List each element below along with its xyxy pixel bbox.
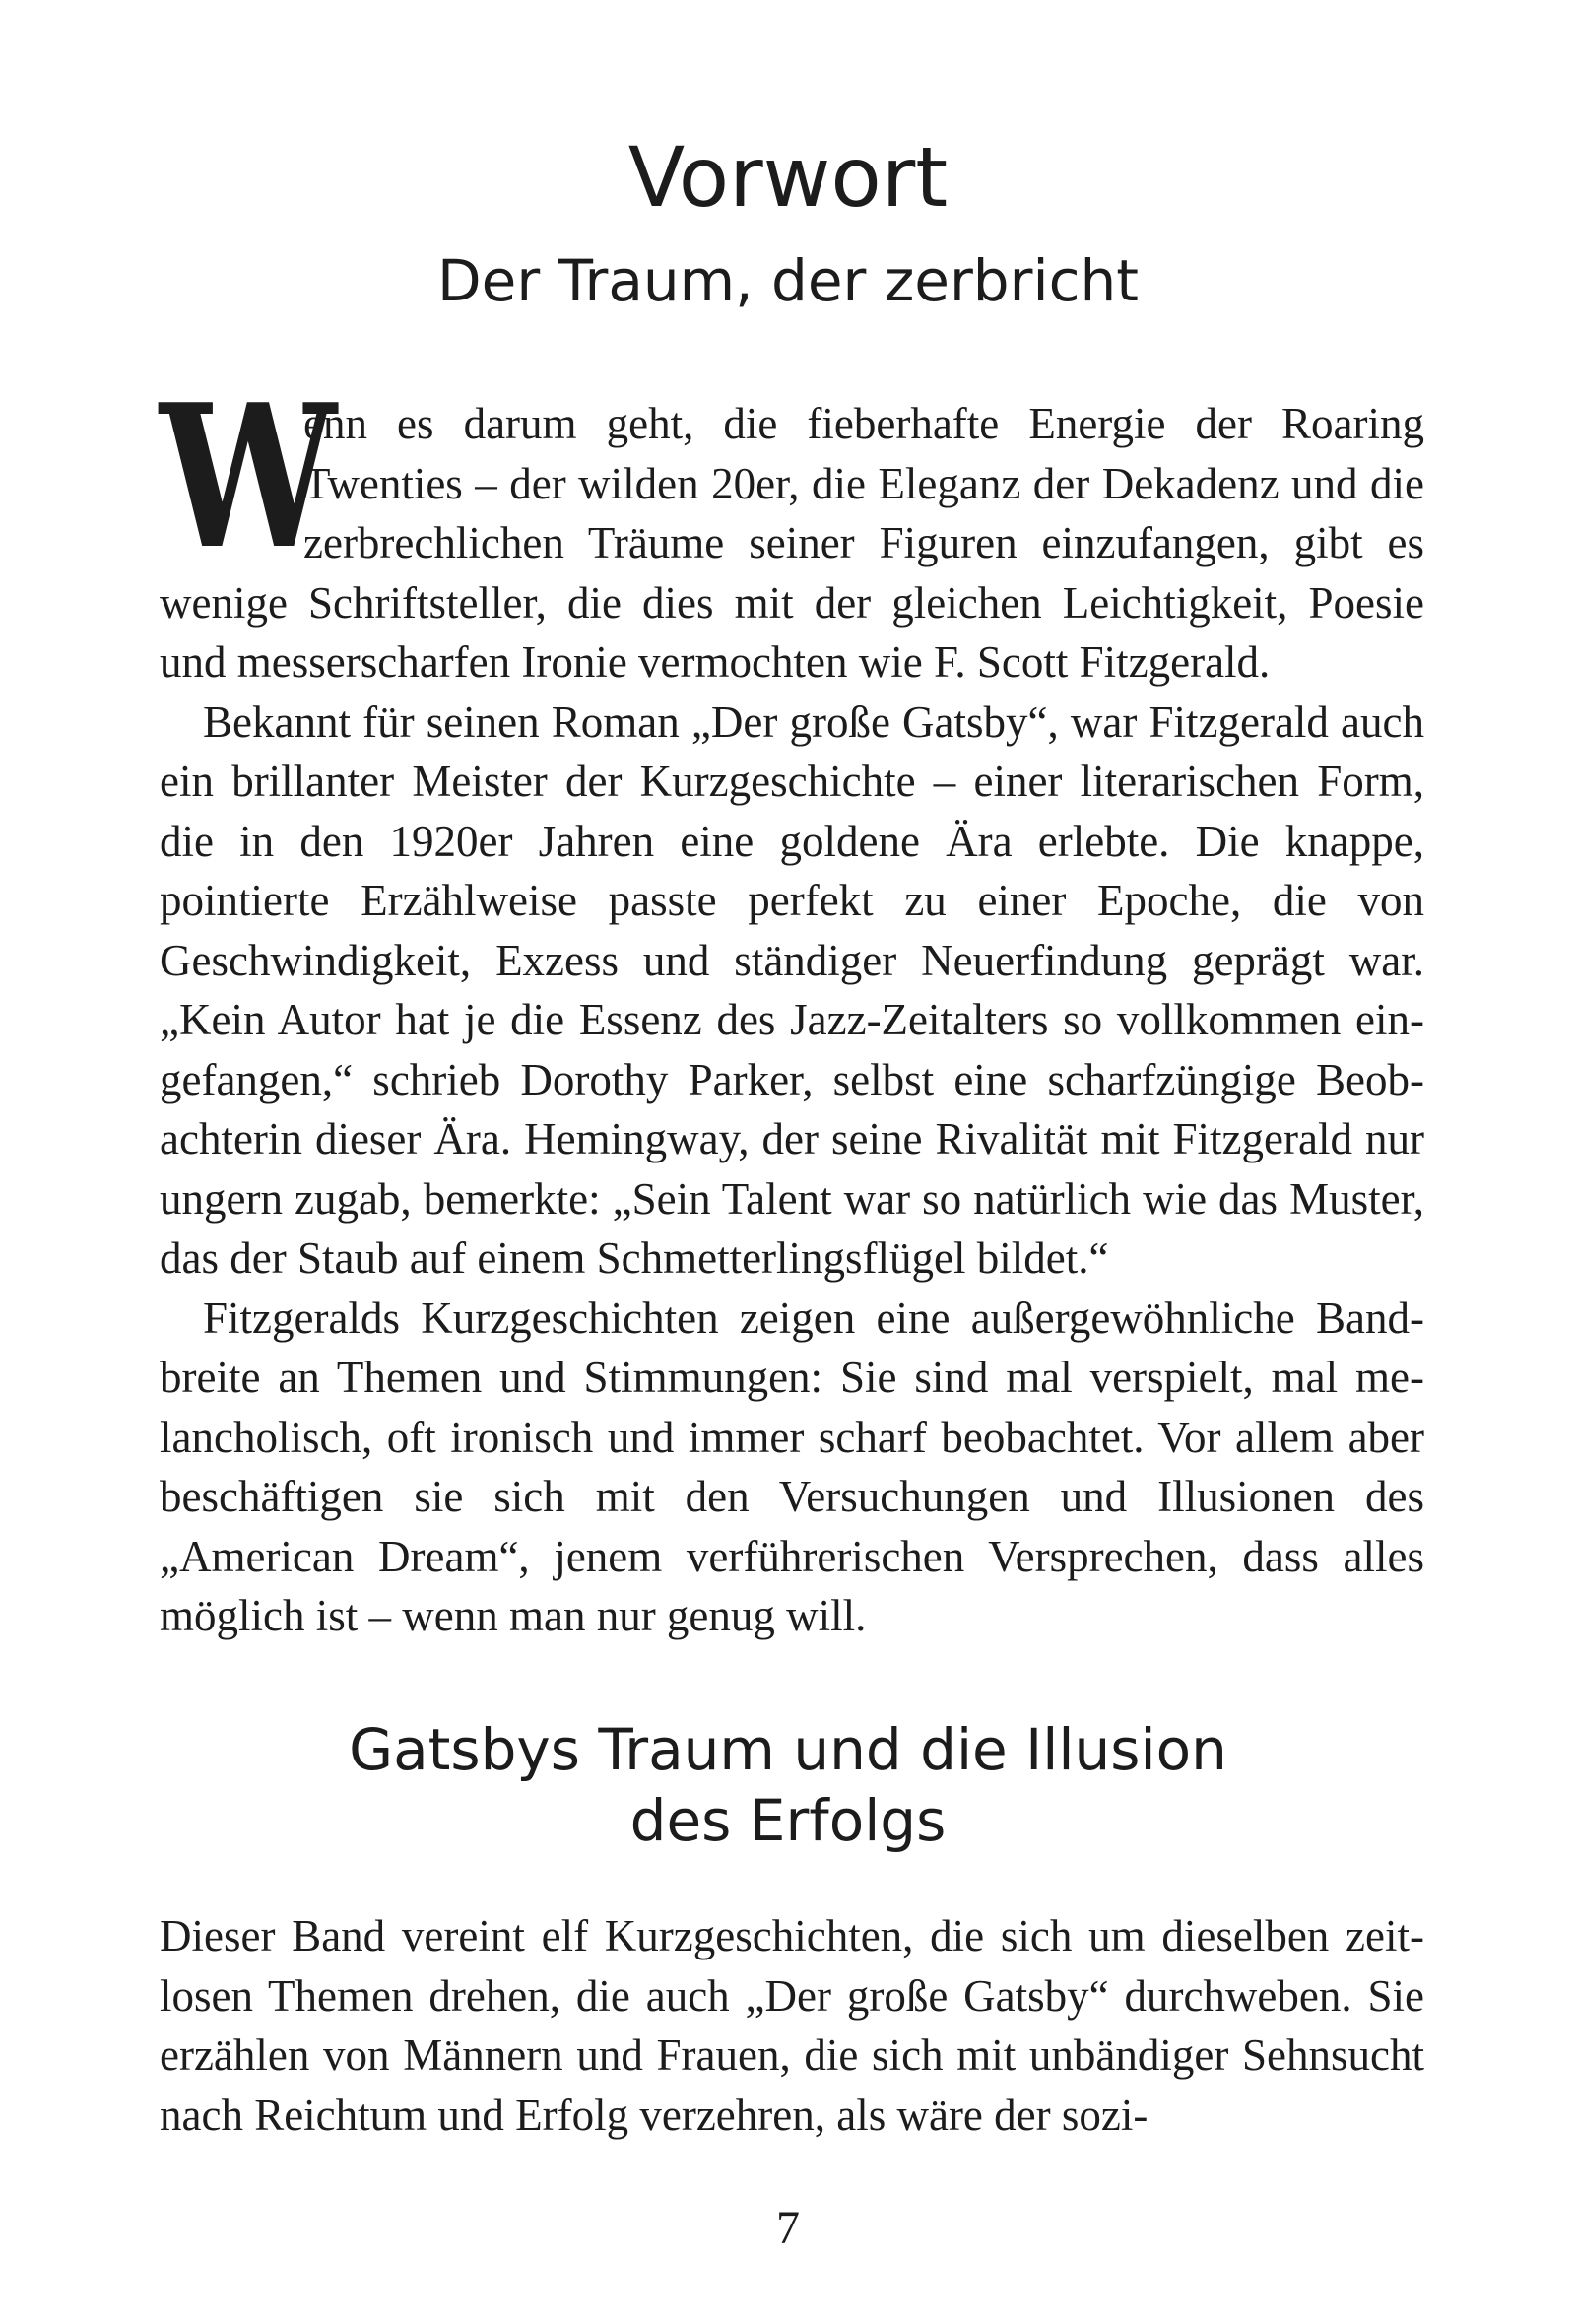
drop-cap: W (160, 362, 337, 593)
paragraph-4: Dieser Band vereint elf Kurzgeschichten, die sich um dieselben zeitlosen Themen drehen, die auch „Der große Gatsby“ durchweben. Sie erzählen von Männern und Frauen, die sich mit unbändiger Sehnsucht nach Reichtum und Erfolg verzehren, als wäre der sozi- (160, 1911, 1424, 2140)
section-heading (0, 1714, 1576, 1856)
page-number: 7 (776, 2202, 800, 2254)
page-title: Vorwort (627, 129, 949, 226)
paragraph-1 (160, 362, 1424, 693)
section-heading-line-1: Gatsbys Traum und die Illusion (349, 1716, 1227, 1783)
paragraph-1-text: enn es darum geht, die fieberhafte Energie der Roaring Twenties – der wilden 20er, die Eleganz der Dekadenz und die zerbrechlichen Träume seiner Figuren einzufangen, gibt es wenige Schriftsteller, die dies mit der gleichen Leichtigkeit, Poesie und messerscharfen Ironie vermochten wie F. Scott Fitzgerald. (160, 399, 1424, 687)
paragraph-2: Bekannt für seinen Roman „Der große Gatsby“, war Fitzgerald auch ein brillanter Meister der Kurzgeschichte – einer literarischen Form, die in den 1920er Jahren eine goldene Ära erlebte. Die knappe, pointierte Erzählweise passte perfekt zu einer Epoche, die von Geschwindigkeit, Exzess und ständiger Neuerfindung geprägt war. „Kein Autor hat je die Essenz des Jazz-Zeitalters so vollkommen eingefangen,“ schrieb Dorothy Parker, selbst eine scharfzüngige Beobachterin dieser Ära. Hemingway, der seine Rivalität mit Fitzgerald nur ungern zugab, bemerkte: „Sein Talent war so natürlich wie das Muster, das der Staub auf einem Schmetterlingsflügel bildet.“ (160, 697, 1424, 1283)
section-heading-line-2: des Erfolgs (629, 1787, 947, 1854)
section-foreword (160, 362, 1424, 1646)
section-gatsby (160, 1906, 1424, 2145)
paragraph-3: Fitzgeralds Kurzgeschichten zeigen eine außergewöhnliche Bandbreite an Themen und Stimmungen: Sie sind mal verspielt, mal melancholisch, oft ironisch und immer scharf beobachtet. Vor allem aber beschäftigen sie sich mit den Versuchungen und Illusionen des „American Dream“, jenem verführerischen Versprechen, dass alles möglich ist – wenn man nur genug will. (160, 1293, 1424, 1640)
page-subtitle: Der Traum, der zerbricht (437, 247, 1139, 314)
